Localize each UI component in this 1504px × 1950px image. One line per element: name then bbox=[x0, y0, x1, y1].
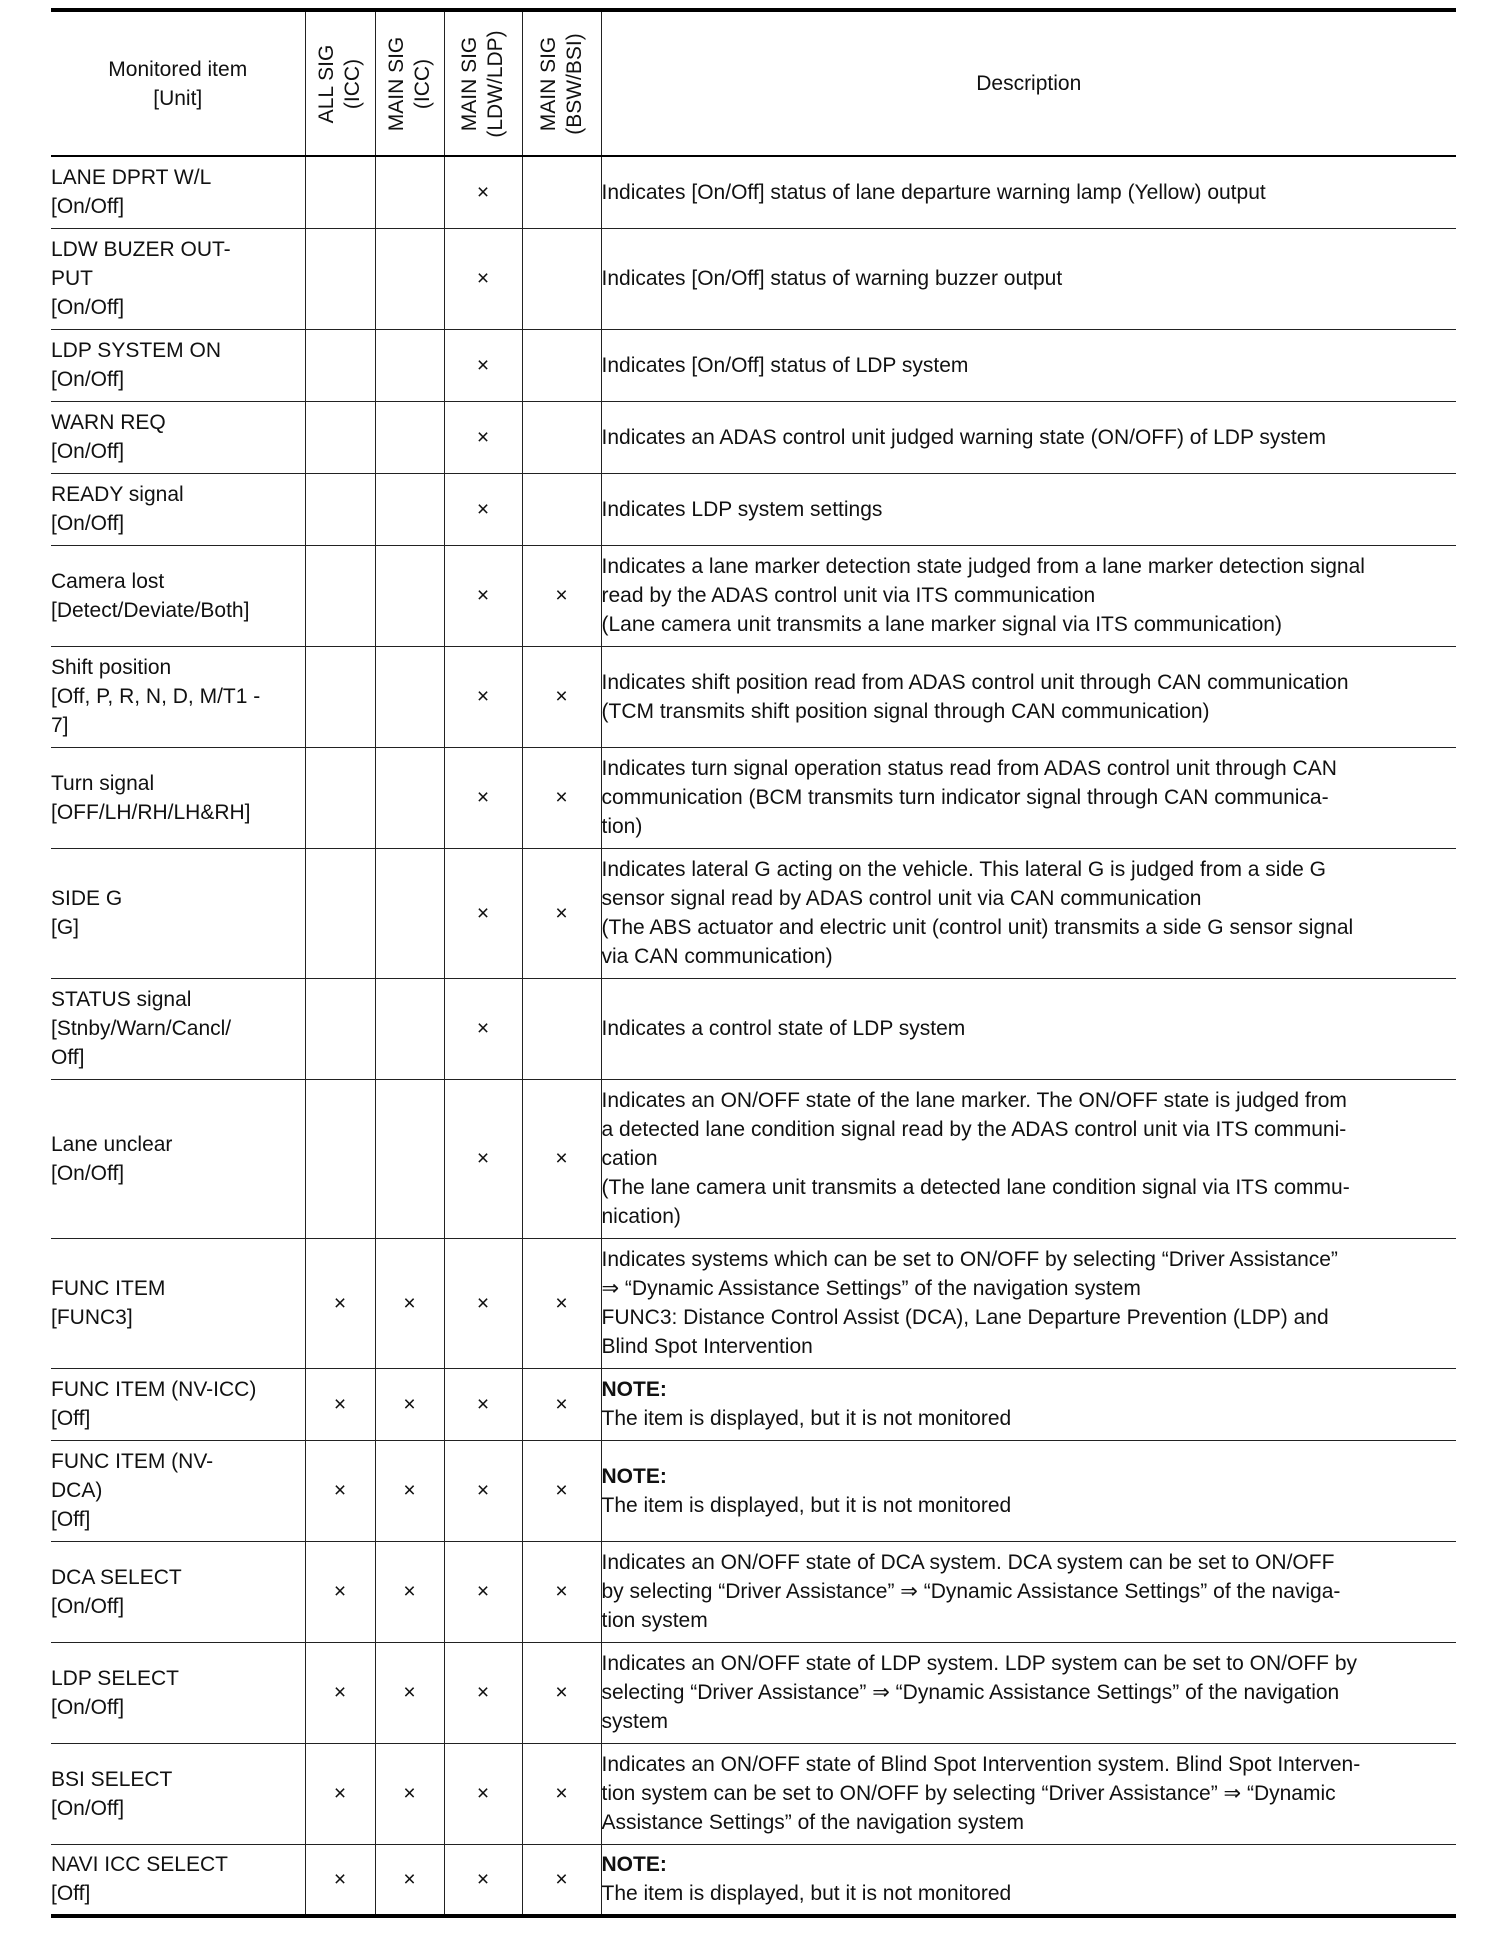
description-line: Indicates a lane marker detection state judged from a lane marker detection signal bbox=[601, 555, 1365, 578]
signal-mark-cell bbox=[522, 978, 601, 1079]
monitored-item-line: [G] bbox=[51, 916, 80, 939]
description-cell bbox=[601, 978, 1456, 1079]
table-header bbox=[51, 10, 1456, 156]
table-row bbox=[51, 1079, 1456, 1238]
signal-mark-cell: × bbox=[522, 1541, 601, 1642]
monitored-item-cell bbox=[51, 1079, 305, 1238]
signal-mark-cell bbox=[375, 156, 444, 228]
monitored-item-cell bbox=[51, 1440, 305, 1541]
description-line: tion system can be set to ON/OFF by selecting “Driver Assistance” ⇒ “Dynamic bbox=[601, 1782, 1336, 1805]
header-sig-line: (ICC) bbox=[341, 58, 364, 109]
signal-mark-cell: × bbox=[522, 1642, 601, 1743]
table-row bbox=[51, 1844, 1456, 1916]
description-cell bbox=[601, 1440, 1456, 1541]
signal-mark-cell: × bbox=[375, 1642, 444, 1743]
signal-mark-cell: × bbox=[444, 1541, 522, 1642]
signal-mark-cell bbox=[375, 978, 444, 1079]
signal-mark-cell: × bbox=[522, 1079, 601, 1238]
description-line: cation bbox=[601, 1147, 658, 1170]
signal-mark-cell: × bbox=[444, 1368, 522, 1440]
signal-mark-cell: × bbox=[375, 1368, 444, 1440]
monitored-item-line: [On/Off] bbox=[51, 512, 125, 535]
signal-mark-cell: × bbox=[522, 1844, 601, 1916]
description-cell bbox=[601, 1844, 1456, 1916]
signal-mark-cell: × bbox=[444, 473, 522, 545]
signal-mark-cell: × bbox=[444, 1743, 522, 1844]
signal-mark-cell bbox=[305, 329, 375, 401]
description-line: sensor signal read by ADAS control unit via CAN communication bbox=[601, 887, 1202, 910]
table-row bbox=[51, 473, 1456, 545]
signal-mark-cell: × bbox=[444, 1844, 522, 1916]
header-description: Description bbox=[601, 10, 1456, 156]
header-main-sig-bsw-bsi bbox=[522, 10, 601, 156]
signal-mark-cell: × bbox=[305, 1238, 375, 1368]
description-line: Assistance Settings” of the navigation system bbox=[601, 1811, 1025, 1834]
monitored-item-line: Off] bbox=[51, 1046, 85, 1069]
signal-mark-cell bbox=[305, 156, 375, 228]
description-cell bbox=[601, 1368, 1456, 1440]
signal-mark-cell: × bbox=[522, 646, 601, 747]
description-cell bbox=[601, 228, 1456, 329]
table-row bbox=[51, 1368, 1456, 1440]
table-row bbox=[51, 329, 1456, 401]
signal-mark-cell bbox=[305, 545, 375, 646]
description-line: Indicates shift position read from ADAS control unit through CAN communication bbox=[601, 670, 1349, 694]
description-line: Indicates LDP system settings bbox=[601, 497, 883, 521]
monitored-item-line: [Stnby/Warn/Cancl/ bbox=[51, 1017, 232, 1040]
monitored-item-cell bbox=[51, 473, 305, 545]
note-label: NOTE: bbox=[601, 1464, 667, 1488]
table-row bbox=[51, 1238, 1456, 1368]
header-sig-line: (ICC) bbox=[410, 58, 434, 109]
description-line: nication) bbox=[601, 1205, 681, 1228]
table-row bbox=[51, 1642, 1456, 1743]
signal-mark-cell bbox=[305, 401, 375, 473]
signal-mark-cell: × bbox=[444, 747, 522, 848]
signal-mark-cell bbox=[375, 848, 444, 978]
description-cell bbox=[601, 1238, 1456, 1368]
monitored-item-cell bbox=[51, 329, 305, 401]
description-line: Indicates systems which can be set to ON/OFF by selecting “Driver Assistance” bbox=[601, 1248, 1338, 1271]
monitored-item-line: 7] bbox=[51, 714, 69, 737]
monitored-item-line: [On/Off] bbox=[51, 440, 125, 463]
description-line: Blind Spot Intervention bbox=[601, 1335, 813, 1358]
signal-mark-cell: × bbox=[444, 1642, 522, 1743]
signal-mark-cell: × bbox=[444, 646, 522, 747]
monitored-item-line: DCA) bbox=[51, 1479, 103, 1502]
monitored-item-line: LDP SELECT bbox=[51, 1666, 179, 1690]
signal-mark-cell: × bbox=[522, 545, 601, 646]
monitored-item-cell bbox=[51, 1368, 305, 1440]
signal-mark-cell: × bbox=[522, 1743, 601, 1844]
monitored-item-cell bbox=[51, 646, 305, 747]
signal-mark-cell: × bbox=[305, 1844, 375, 1916]
signal-mark-cell bbox=[522, 329, 601, 401]
signal-mark-cell bbox=[305, 646, 375, 747]
description-line: selecting “Driver Assistance” ⇒ “Dynamic Assistance Settings” of the navigation bbox=[601, 1681, 1340, 1704]
table-row bbox=[51, 978, 1456, 1079]
table-row bbox=[51, 228, 1456, 329]
monitored-item-line: READY signal bbox=[51, 483, 184, 506]
table-row bbox=[51, 646, 1456, 747]
signal-mark-cell: × bbox=[375, 1743, 444, 1844]
monitored-item-cell bbox=[51, 1844, 305, 1916]
monitored-item-cell bbox=[51, 848, 305, 978]
signal-mark-cell: × bbox=[375, 1844, 444, 1916]
description-line: The item is displayed, but it is not monitored bbox=[601, 1407, 1012, 1430]
header-monitored-item bbox=[51, 10, 305, 156]
signal-mark-cell bbox=[375, 545, 444, 646]
signal-mark-cell bbox=[305, 848, 375, 978]
signal-mark-cell: × bbox=[444, 848, 522, 978]
monitored-item-line: Shift position bbox=[51, 656, 172, 679]
description-line: Indicates an ON/OFF state of the lane marker. The ON/OFF state is judged from bbox=[601, 1089, 1347, 1112]
description-line: (The lane camera unit transmits a detected lane condition signal via ITS commu- bbox=[601, 1176, 1350, 1199]
monitored-item-line: [On/Off] bbox=[51, 296, 125, 319]
monitored-item-line: [On/Off] bbox=[51, 1695, 125, 1719]
signal-mark-cell bbox=[375, 401, 444, 473]
description-line: communication (BCM transmits turn indicator signal through CAN communica- bbox=[601, 786, 1329, 809]
monitored-item-line: [Off] bbox=[51, 1407, 91, 1430]
description-line: Indicates turn signal operation status read from ADAS control unit through CAN bbox=[601, 757, 1337, 780]
signal-mark-cell bbox=[375, 646, 444, 747]
description-cell bbox=[601, 646, 1456, 747]
note-label: NOTE: bbox=[601, 1378, 667, 1401]
description-line: Indicates [On/Off] status of lane departure warning lamp (Yellow) output bbox=[601, 180, 1266, 204]
monitored-item-line: LDP SYSTEM ON bbox=[51, 339, 221, 362]
signal-mark-cell: × bbox=[375, 1541, 444, 1642]
signal-mark-cell: × bbox=[444, 401, 522, 473]
monitored-item-line: [On/Off] bbox=[51, 1594, 125, 1618]
monitored-item-cell bbox=[51, 545, 305, 646]
signal-mark-cell bbox=[375, 329, 444, 401]
header-item-line: Monitored item bbox=[108, 57, 248, 81]
description-cell bbox=[601, 747, 1456, 848]
signal-mark-cell: × bbox=[522, 1238, 601, 1368]
description-line: Indicates an ON/OFF state of Blind Spot Intervention system. Blind Spot Interven- bbox=[601, 1753, 1361, 1776]
monitored-item-line: PUT bbox=[51, 267, 93, 290]
signal-mark-cell bbox=[375, 1079, 444, 1238]
table-row bbox=[51, 1541, 1456, 1642]
monitored-item-line: [FUNC3] bbox=[51, 1306, 133, 1329]
signal-mark-cell bbox=[305, 228, 375, 329]
monitored-item-line: Turn signal bbox=[51, 771, 155, 795]
signal-mark-cell: × bbox=[305, 1642, 375, 1743]
monitored-item-line: WARN REQ bbox=[51, 411, 166, 434]
table-row bbox=[51, 747, 1456, 848]
signal-mark-cell bbox=[305, 1079, 375, 1238]
monitored-item-line: DCA SELECT bbox=[51, 1565, 182, 1589]
description-line: Indicates an ADAS control unit judged warning state (ON/OFF) of LDP system bbox=[601, 425, 1326, 449]
signal-mark-cell bbox=[522, 401, 601, 473]
signal-mark-cell: × bbox=[522, 1440, 601, 1541]
header-main-sig-ldw-ldp bbox=[444, 10, 522, 156]
monitored-item-line: [Off] bbox=[51, 1508, 91, 1531]
header-sig-line: (LDW/LDP) bbox=[484, 29, 507, 138]
monitored-item-line: BSI SELECT bbox=[51, 1767, 173, 1791]
description-cell bbox=[601, 848, 1456, 978]
signal-mark-cell bbox=[522, 228, 601, 329]
signal-mark-cell: × bbox=[305, 1440, 375, 1541]
signal-mark-cell: × bbox=[444, 329, 522, 401]
header-sig-line: (BSW/BSI) bbox=[562, 32, 586, 135]
monitored-item-line: Lane unclear bbox=[51, 1132, 173, 1156]
monitored-item-line: [On/Off] bbox=[51, 195, 125, 219]
description-cell bbox=[601, 1541, 1456, 1642]
description-line: The item is displayed, but it is not monitored bbox=[601, 1882, 1012, 1906]
table-row bbox=[51, 1743, 1456, 1844]
monitored-item-line: STATUS signal bbox=[51, 988, 192, 1011]
description-line: Indicates [On/Off] status of LDP system bbox=[601, 353, 969, 377]
header-sig-line: MAIN SIG bbox=[458, 36, 481, 131]
monitored-item-cell bbox=[51, 747, 305, 848]
signal-mark-cell bbox=[305, 473, 375, 545]
description-cell bbox=[601, 401, 1456, 473]
signal-mark-cell: × bbox=[522, 848, 601, 978]
description-line: (The ABS actuator and electric unit (control unit) transmits a side G sensor signal bbox=[601, 916, 1354, 939]
signal-mark-cell bbox=[375, 228, 444, 329]
signal-mark-cell bbox=[375, 473, 444, 545]
monitored-item-line: [Off, P, R, N, D, M/T1 - bbox=[51, 685, 261, 708]
header-unit-line: [Unit] bbox=[153, 86, 203, 110]
description-line: (Lane camera unit transmits a lane marker signal via ITS communication) bbox=[601, 613, 1282, 636]
header-sig-line: MAIN SIG bbox=[384, 36, 408, 131]
description-line: Indicates lateral G acting on the vehicle. This lateral G is judged from a side G bbox=[601, 858, 1326, 881]
monitored-item-cell bbox=[51, 228, 305, 329]
table-body bbox=[51, 156, 1456, 1916]
table-row bbox=[51, 401, 1456, 473]
description-line: Indicates [On/Off] status of warning buzzer output bbox=[601, 267, 1063, 290]
table-row bbox=[51, 1440, 1456, 1541]
signal-mark-cell: × bbox=[444, 1440, 522, 1541]
monitored-item-line: LDW BUZER OUT- bbox=[51, 238, 231, 261]
note-label: NOTE: bbox=[601, 1853, 667, 1877]
signal-mark-cell: × bbox=[375, 1440, 444, 1541]
monitored-item-cell bbox=[51, 401, 305, 473]
monitored-item-line: [On/Off] bbox=[51, 368, 125, 391]
description-line: a detected lane condition signal read by the ADAS control unit via ITS communi- bbox=[601, 1118, 1347, 1141]
description-line: Indicates a control state of LDP system bbox=[601, 1017, 966, 1040]
description-cell bbox=[601, 1743, 1456, 1844]
monitored-item-line: NAVI ICC SELECT bbox=[51, 1853, 228, 1877]
description-line: ⇒ “Dynamic Assistance Settings” of the navigation system bbox=[601, 1277, 1141, 1300]
signal-mark-cell: × bbox=[305, 1743, 375, 1844]
description-line: by selecting “Driver Assistance” ⇒ “Dynamic Assistance Settings” of the naviga- bbox=[601, 1580, 1341, 1603]
monitored-item-line: [Detect/Deviate/Both] bbox=[51, 598, 250, 622]
monitored-item-cell bbox=[51, 156, 305, 228]
header-sig-line: ALL SIG bbox=[315, 44, 338, 123]
description-line: FUNC3: Distance Control Assist (DCA), Lane Departure Prevention (LDP) and bbox=[601, 1306, 1329, 1329]
monitored-item-cell bbox=[51, 1642, 305, 1743]
signal-mark-cell: × bbox=[444, 228, 522, 329]
signal-mark-cell: × bbox=[444, 1238, 522, 1368]
monitored-item-line: SIDE G bbox=[51, 887, 123, 910]
table-row bbox=[51, 156, 1456, 228]
monitored-item-cell bbox=[51, 1541, 305, 1642]
signal-mark-cell: × bbox=[522, 1368, 601, 1440]
description-cell bbox=[601, 1642, 1456, 1743]
monitored-item-line: [On/Off] bbox=[51, 1161, 125, 1185]
monitored-item-line: [Off] bbox=[51, 1882, 91, 1906]
description-cell bbox=[601, 473, 1456, 545]
monitored-item-cell bbox=[51, 1238, 305, 1368]
signal-mark-cell: × bbox=[522, 747, 601, 848]
signal-mark-cell: × bbox=[444, 156, 522, 228]
description-cell bbox=[601, 1079, 1456, 1238]
signal-mark-cell: × bbox=[444, 978, 522, 1079]
table-row bbox=[51, 848, 1456, 978]
signal-mark-cell: × bbox=[305, 1368, 375, 1440]
monitored-item-line: [OFF/LH/RH/LH&RH] bbox=[51, 800, 251, 824]
monitored-item-line: [On/Off] bbox=[51, 1796, 125, 1820]
header-all-sig-icc bbox=[305, 10, 375, 156]
signal-mark-cell bbox=[375, 747, 444, 848]
monitored-item-cell bbox=[51, 978, 305, 1079]
description-line: Indicates an ON/OFF state of DCA system. DCA system can be set to ON/OFF bbox=[601, 1551, 1335, 1574]
signal-mark-cell: × bbox=[444, 545, 522, 646]
description-line: tion) bbox=[601, 815, 643, 838]
description-line: (TCM transmits shift position signal through CAN communication) bbox=[601, 699, 1210, 723]
description-line: read by the ADAS control unit via ITS communication bbox=[601, 584, 1096, 607]
description-cell bbox=[601, 329, 1456, 401]
monitored-item-line: FUNC ITEM (NV- bbox=[51, 1450, 214, 1473]
signal-mark-cell bbox=[522, 473, 601, 545]
signal-mark-cell bbox=[522, 156, 601, 228]
description-cell bbox=[601, 545, 1456, 646]
signal-mark-cell bbox=[305, 747, 375, 848]
table-row bbox=[51, 545, 1456, 646]
monitor-table bbox=[51, 8, 1456, 1918]
description-line: via CAN communication) bbox=[601, 945, 833, 968]
monitored-item-line: Camera lost bbox=[51, 569, 165, 593]
monitored-item-line: FUNC ITEM bbox=[51, 1277, 166, 1300]
header-main-sig-icc bbox=[375, 10, 444, 156]
description-line: tion system bbox=[601, 1609, 708, 1632]
signal-mark-cell: × bbox=[375, 1238, 444, 1368]
description-cell bbox=[601, 156, 1456, 228]
signal-mark-cell: × bbox=[305, 1541, 375, 1642]
description-line: Indicates an ON/OFF state of LDP system. LDP system can be set to ON/OFF by bbox=[601, 1652, 1357, 1675]
signal-mark-cell bbox=[305, 978, 375, 1079]
header-sig-line: MAIN SIG bbox=[536, 36, 560, 131]
description-line: The item is displayed, but it is not monitored bbox=[601, 1493, 1012, 1517]
monitored-item-cell bbox=[51, 1743, 305, 1844]
description-line: system bbox=[601, 1710, 669, 1733]
monitored-item-line: LANE DPRT W/L bbox=[51, 166, 212, 190]
signal-mark-cell: × bbox=[444, 1079, 522, 1238]
monitored-item-line: FUNC ITEM (NV-ICC) bbox=[51, 1378, 257, 1401]
